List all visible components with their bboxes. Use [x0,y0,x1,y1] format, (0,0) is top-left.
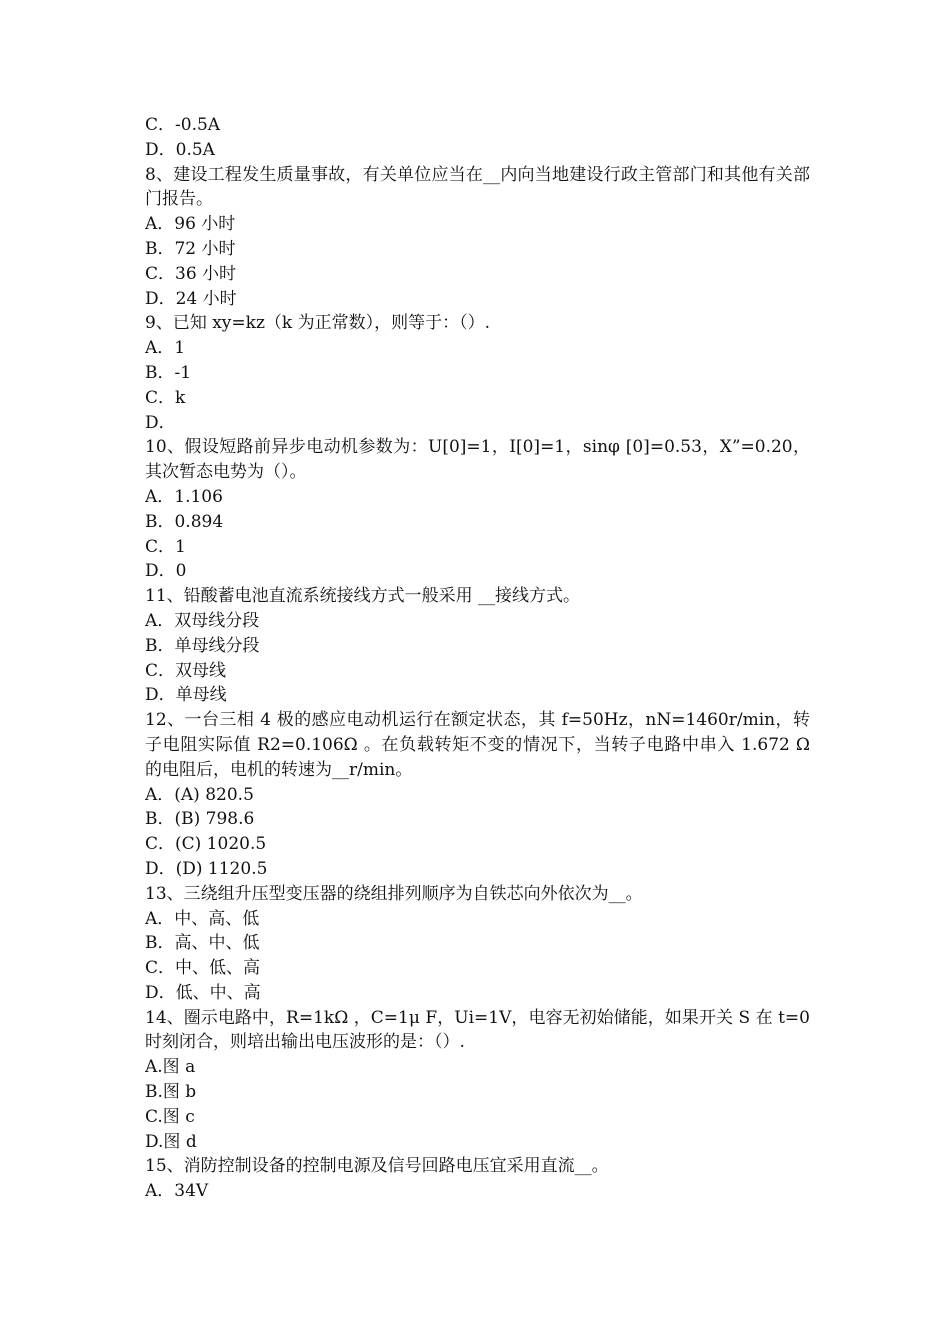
question-text: 11、铅酸蓄电池直流系统接线方式一般采用 __接线方式。 [145,586,581,607]
answer-option: A.图 a [145,1057,196,1078]
answer-option: C．(C) 1020.5 [145,834,267,855]
answer-option: A．1 [145,338,186,359]
answer-option: C．36 小时 [145,263,237,284]
answer-option: A．34V [145,1181,209,1202]
answer-option: B．72 小时 [145,238,236,259]
answer-option: B．单母线分段 [145,635,260,656]
answer-option: B．(B) 798.6 [145,809,255,830]
answer-option: A．1.106 [145,486,223,507]
answer-option: D．低、中、高 [145,982,261,1003]
answer-option: A．96 小时 [145,214,236,235]
answer-option: C.图 c [145,1106,195,1127]
document-page [145,113,810,1204]
answer-option: A．(A) 820.5 [145,784,254,805]
answer-option: C．双母线 [145,660,227,681]
answer-option: D．(D) 1120.5 [145,858,268,879]
answer-option: D．24 小时 [145,288,237,309]
answer-option: A．双母线分段 [145,610,260,631]
answer-option: A．中、高、低 [145,908,260,929]
answer-option: D.图 d [145,1131,197,1152]
answer-option: B．-1 [145,362,192,383]
answer-option: D．0.5A [145,139,215,160]
answer-option: B.图 b [145,1082,197,1103]
answer-option: C．k [145,387,186,408]
answer-option: C．中、低、高 [145,958,261,979]
answer-option: C．-0.5A [145,115,221,135]
answer-option: D．0 [145,561,187,582]
question-text: 8、建设工程发生质量事故，有关单位应当在__内向当地建设行政主管部门和其他有关部门报告。 [145,164,810,210]
question-text: 12、一台三相 4 极的感应电动机运行在额定状态，其 f=50Hz，nN=1460r/min，转子电阻实际值 R2=0.106Ω 。在负载转矩不变的情况下，当转子电路中串入 1.672 Ω 的电阻后，电机的转速为__r/min。 [145,710,810,780]
answer-option: D．单母线 [145,685,227,706]
answer-option: D． [145,412,176,433]
answer-option: B．高、中、低 [145,933,260,954]
answer-option: B．0.894 [145,511,224,532]
question-text: 13、三绕组升压型变压器的绕组排列顺序为自铁芯向外依次为__。 [145,883,643,904]
question-text: 9、已知 xy=kz（k 为正常数），则等于：（）. [145,313,491,334]
question-text: 10、假设短路前异步电动机参数为：U[0]=1，I[0]=1，sinφ [0]=0.53，X”=0.20，其次暂态电势为（）。 [145,437,810,483]
question-text: 14、圈示电路中，R=1kΩ ，C=1μ F，Ui=1V，电容无初始储能，如果开关 S 在 t=0 时刻闭合，则培出输出电压波形的是：（）. [145,1007,810,1053]
question-text: 15、消防控制设备的控制电源及信号回路电压宜采用直流__。 [145,1156,609,1177]
answer-option: C．1 [145,536,186,557]
